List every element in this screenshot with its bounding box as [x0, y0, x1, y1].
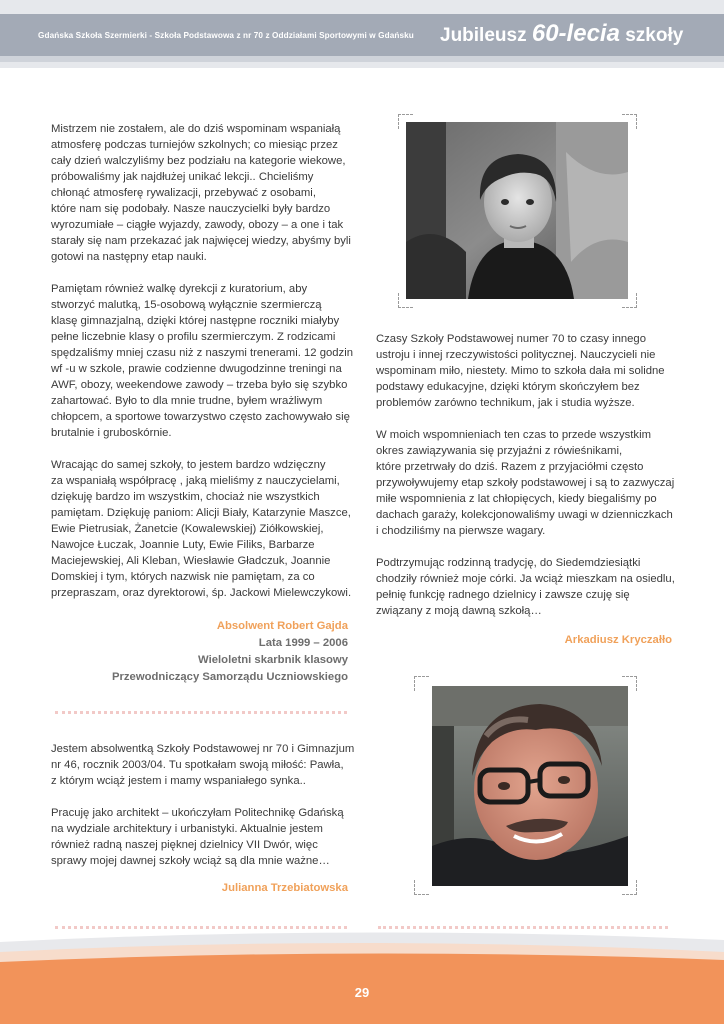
text-line: Domskiej i tym, których nazwisk nie pamiętam, za co [51, 571, 315, 583]
crop-mark [414, 676, 429, 691]
text-line: ustroju i innej rzeczywistości politycznej. Nauczycieli nie [376, 349, 656, 361]
page-footer [0, 930, 724, 1024]
jubilee-suffix: szkoły [625, 25, 684, 46]
crop-mark [622, 676, 637, 691]
paragraph-gajda-3 [51, 457, 352, 601]
dotted-divider-left-bottom [55, 926, 347, 929]
photo-adult-svg [432, 686, 628, 886]
paragraph-trzebiatowska-2 [51, 805, 349, 869]
text-line: pamiętam. Dziękuję paniom: Alicji Biały, Katarzynie Maszce, [51, 507, 351, 519]
text-line: również radną naszej pięknej dzielnicy VII Dwór, więc [51, 839, 318, 851]
text-line: zahartować. Było to dla mnie trudne, byłem wrażliwym [51, 395, 323, 407]
signature-trzebiatowska: Julianna Trzebiatowska [221, 882, 348, 894]
text-line: pełne liczebnie klasy o profilu szermierczym. Z rodzicami [51, 331, 336, 343]
text-line: chłopcem, a sportowe towarzystwo często zachowywało się [51, 411, 350, 423]
text-line: stworzyć malutką, 15-osobową wyłącznie szermierczą [51, 299, 322, 311]
text-line: okres zawiązywania się przyjaźni z rówieśnikami, [376, 445, 623, 457]
text-line: próbowaliśmy jak najdłużej unikać lekcji.. Chcieliśmy [51, 171, 314, 183]
signature-gajda-role-1: Wieloletni skarbnik klasowy [198, 654, 348, 666]
text-line: Pracuję jako architekt – ukończyłam Politechnikę Gdańską [51, 807, 344, 819]
dotted-divider-left [55, 711, 347, 714]
text-line: Podtrzymując rodzinną tradycję, do Siedemdziesiątki [376, 557, 641, 569]
signature-gajda-role-2: Przewodniczący Samorządu Uczniowskiego [111, 671, 348, 683]
text-line: za wspaniałą współpracę , jaką mieliśmy z nauczycielami, [51, 475, 340, 487]
text-line: Mistrzem nie zostałem, ale do dziś wspominam wspaniałą [51, 123, 341, 135]
left-column-text [51, 121, 353, 617]
paragraph-gajda-2 [51, 281, 353, 441]
crop-mark [622, 114, 637, 129]
text-line: Nawojce Łuczak, Joannie Luty, Ewie Filiks, Barbarze [51, 539, 315, 551]
footer-wave [0, 930, 724, 1024]
photo-childhood-svg [406, 122, 628, 299]
header-school-name: Gdańska Szkoła Szermierki - Szkoła Podstawowa z nr 70 z Oddziałami Sportowymi w Gdańsku [38, 31, 414, 40]
text-line: które nam się podobały. Nasze nauczycielki były bardzo [51, 203, 331, 215]
text-line: cały dzień walczyliśmy bez podziału na kategorie wiekowe, [51, 155, 346, 167]
text-line: Maciejewskiej, Ali Kleban, Wiesławie Gładczuk, Joannie [51, 555, 331, 567]
text-line: sprawy mojej dawnej szkoły wciąż są dla mnie ważne… [51, 855, 330, 867]
text-line: dziękuję bardzo im wszystkim, chociaż nie wszystkich [51, 491, 320, 503]
signature-kryczallo: Arkadiusz Kryczałło [564, 634, 672, 646]
right-column-text [376, 331, 676, 635]
text-line: związany z moją dawną szkołą… [376, 605, 542, 617]
page-number: 29 [354, 985, 370, 1000]
text-line: Pamiętam również walkę dyrekcji z kuratorium, aby [51, 283, 308, 295]
text-line: AWF, obozy, weekendowe zawody – trzeba było się szybko [51, 379, 348, 391]
signature-gajda-name: Absolwent Robert Gajda [216, 620, 348, 632]
text-line: z którym wciąż jestem i mamy wspaniałego synka.. [51, 775, 306, 787]
text-line: dachach garaży, kolekcjonowaliśmy uwagi w dzienniczkach [376, 509, 673, 521]
text-line: Ewie Pietrusiak, Żanetcie (Kowalewskiej) Ziółkowskiej, [51, 523, 324, 535]
text-line: spędzaliśmy mniej czasu niż z naszymi trenerami. 12 godzin [51, 347, 353, 359]
paragraph-kryczallo-3 [376, 555, 676, 619]
text-line: wspominam miło, niestety. Mimo to szkoła dała mi solidne [376, 365, 665, 377]
text-line: podstawy edukacyjne, dzięki którym skończyłem bez [376, 381, 640, 393]
jubilee-prefix: Jubileusz [440, 25, 527, 46]
text-line: Wracając do samej szkoły, to jestem bardzo wdzięczny [51, 459, 326, 471]
left-bottom-text [51, 741, 355, 885]
text-line: wyrozumiałe – ciągłe wyjazdy, zawody, obozy – a one i tak [51, 219, 344, 231]
text-line: gotowi na następny etap nauki. [51, 251, 207, 263]
text-line: klasę gimnazjalną, dzięki której następne roczniki miałyby [51, 315, 340, 327]
paragraph-kryczallo-1 [376, 331, 676, 411]
crop-mark [398, 114, 413, 129]
text-line: wf -u w szkole, prawie codzienne dwugodzinne treningi na [51, 363, 342, 375]
paragraph-trzebiatowska-1 [51, 741, 355, 789]
text-line: na wydziale architektury i urbanistyki. Aktualnie jestem [51, 823, 323, 835]
photo-adult-portrait [432, 686, 628, 886]
text-line: brutalnie i gruboskórnie. [51, 427, 172, 439]
header-jubilee-title [440, 20, 683, 48]
signature-gajda-years: Lata 1999 – 2006 [258, 637, 348, 649]
text-line: problemów zarówno technikum, jak i studia wyższe. [376, 397, 635, 409]
text-line: przywoływujemy etap szkoły podstawowej i są to zazwyczaj [376, 477, 675, 489]
text-line: i chodziliśmy na pierwsze wagary. [376, 525, 546, 537]
dotted-divider-right [378, 926, 668, 929]
photo-childhood-portrait [406, 122, 628, 299]
header-stripe [0, 56, 724, 62]
jubilee-number: 60-lecia [531, 20, 620, 47]
crop-mark [622, 880, 637, 895]
crop-mark [622, 293, 637, 308]
text-line: Jestem absolwentką Szkoły Podstawowej nr 70 i Gimnazjum [51, 743, 355, 755]
text-line: chłonąć atmosferę rywalizacji, przebywać z osobami, [51, 187, 316, 199]
paragraph-gajda-1 [51, 121, 349, 265]
text-line: które przetrwały do dziś. Razem z przyjaciółmi często [376, 461, 644, 473]
text-line: pełnię funkcję radnego dzielnicy i zawsze czuję się [376, 589, 630, 601]
text-line: miłe wspomnienia z lat chłopięcych, kiedy biegaliśmy po [376, 493, 657, 505]
text-line: nr 46, rocznik 2003/04. Tu spotkałam swoją miłość: Pawła, [51, 759, 344, 771]
text-line: atmosferę podczas turniejów szkolnych; co miesiąc przez [51, 139, 338, 151]
crop-mark [398, 293, 413, 308]
text-line: przepraszam, oraz dyrektorowi, śp. Jackowi Mielewczykowi. [51, 587, 352, 599]
text-line: chodziły również moje córki. Ja wciąż mieszkam na osiedlu, [376, 573, 675, 585]
paragraph-kryczallo-2 [376, 427, 676, 539]
text-line: Czasy Szkoły Podstawowej numer 70 to czasy innego [376, 333, 646, 345]
text-line: starały się nam przekazać jak najwięcej wiedzy, abyśmy byli [51, 235, 351, 247]
crop-mark [414, 880, 429, 895]
page-header [0, 0, 724, 68]
text-line: W moich wspomnieniach ten czas to przede wszystkim [376, 429, 651, 441]
